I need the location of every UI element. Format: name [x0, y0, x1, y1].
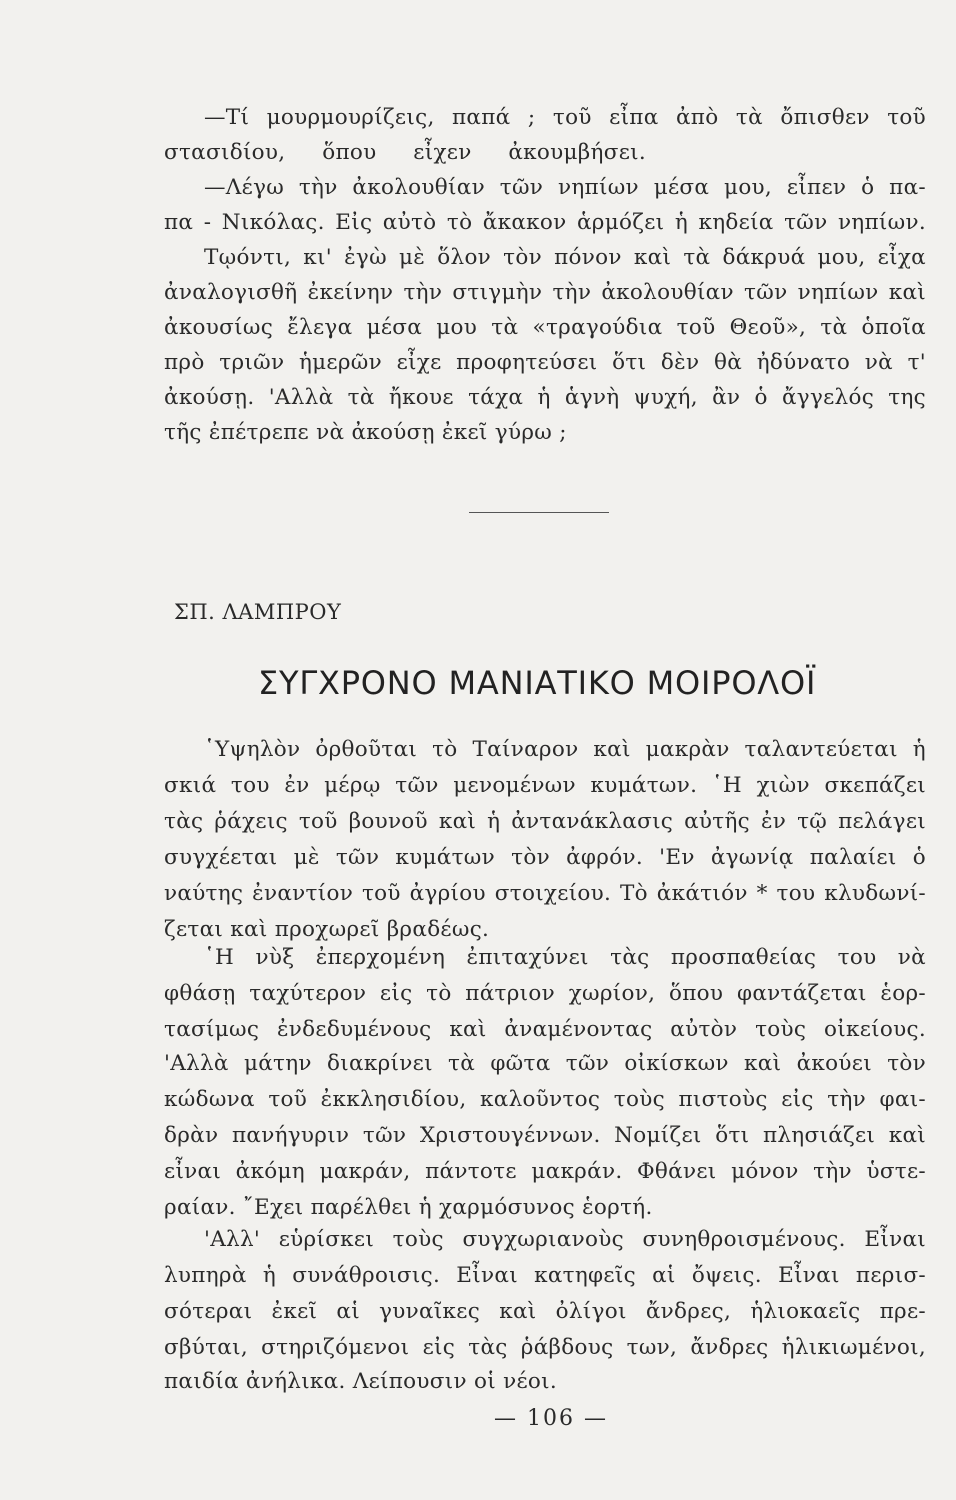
body-line-17: σότεραι ἐκεῖ αἱ γυναῖκες καὶ ὀλίγοι ἄνδρες, ἡλιοκαεῖς πρε- [164, 1299, 926, 1324]
top-line-3: —Λέγω τὴν ἀκολουθίαν τῶν νηπίων μέσα μου, εἶπεν ὁ πα- [204, 175, 926, 200]
body-line-16: λυπηρὰ ἡ συνάθροισις. Εἶναι κατηφεῖς αἱ ὄψεις. Εἶναι περισ- [164, 1263, 926, 1288]
body-line-5: ναύτης ἐναντίον τοῦ ἀγρίου στοιχείου. Τὸ ἀκάτιόν * του κλυδωνί- [164, 881, 926, 906]
body-line-13: εἶναι ἀκόμη μακράν, πάντοτε μακράν. Φθάνει μόνον τὴν ὑστε- [164, 1159, 926, 1184]
body-line-11: κώδωνα τοῦ ἐκκλησιδίου, καλοῦντος τοὺς πιστοὺς εἰς τὴν φαι- [164, 1087, 926, 1112]
body-line-8: φθάσῃ ταχύτερον εἰς τὸ πάτριον χωρίον, ὅπου φαντάζεται ἑορ- [164, 981, 926, 1006]
body-line-14: ραίαν. ῎Εχει παρέλθει ἡ χαρμόσυνος ἑορτή. [164, 1195, 653, 1220]
page-number: — 106 — [494, 1406, 608, 1431]
top-line-4: πα - Νικόλας. Εἰς αὐτὸ τὸ ἄκακον ἁρμόζει ἡ κηδεία τῶν νηπίων. [164, 210, 926, 235]
top-line-8: πρὸ τριῶν ἡμερῶν εἶχε προφητεύσει ὅτι δὲν θὰ ἠδύνατο νὰ τ' [164, 350, 926, 375]
top-line-10: τῆς ἐπέτρεπε νὰ ἀκούσῃ ἐκεῖ γύρω ; [164, 420, 567, 445]
top-line-7: ἀκουσίως ἔλεγα μέσα μου τὰ «τραγούδια τοῦ Θεοῦ», τὰ ὁποῖα [164, 315, 926, 340]
body-line-12: δρὰν πανήγυριν τῶν Χριστουγέννων. Νομίζει ὅτι πλησιάζει καὶ [164, 1123, 926, 1148]
body-line-1: ῾Υψηλὸν ὀρθοῦται τὸ Ταίναρον καὶ μακρὰν ταλαντεύεται ἡ [204, 737, 926, 762]
body-line-19: παιδία ἀνήλικα. Λείπουσιν οἱ νέοι. [164, 1369, 558, 1394]
body-line-18: σβύται, στηριζόμενοι εἰς τὰς ῥάβδους των, ἄνδρες ἡλικιωμένοι, [164, 1335, 926, 1360]
section-separator [469, 512, 609, 513]
top-line-2: στασιδίου, ὅπου εἶχεν ἀκουμβήσει. [164, 140, 646, 165]
top-line-6: ἀναλογισθῆ ἐκείνην τὴν στιγμὴν τὴν ἀκολουθίαν τῶν νηπίων καὶ [164, 280, 926, 305]
top-line-5: Τῳόντι, κι' ἐγὼ μὲ ὅλον τὸν πόνον καὶ τὰ δάκρυά μου, εἶχα [204, 245, 926, 270]
body-line-3: τὰς ῥάχεις τοῦ βουνοῦ καὶ ἡ ἀντανάκλασις αὐτῆς ἐν τῷ πελάγει [164, 809, 926, 834]
body-line-2: σκιά του ἐν μέρῳ τῶν μενομένων κυμάτων. ῾Η χιὼν σκεπάζει [164, 773, 926, 798]
top-line-1: —Τί μουρμουρίζεις, παπά ; τοῦ εἶπα ἀπὸ τὰ ὄπισθεν τοῦ [204, 105, 926, 130]
body-line-9: τασίμως ἐνδεδυμένους καὶ ἀναμένοντας αὐτὸν τοὺς οἰκείους. [164, 1017, 926, 1042]
author-name: ΣΠ. ΛΑΜΠΡΟΥ [174, 600, 342, 624]
document-page [164, 104, 926, 1484]
body-line-6: ζεται καὶ προχωρεῖ βραδέως. [164, 917, 490, 942]
body-line-10: 'Αλλὰ μάτην διακρίνει τὰ φῶτα τῶν οἰκίσκων καὶ ἀκούει τὸν [164, 1051, 926, 1076]
body-line-7: ῾Η νὺξ ἐπερχομένη ἐπιταχύνει τὰς προσπαθείας του νὰ [204, 945, 926, 970]
body-line-4: συγχέεται μὲ τῶν κυμάτων τὸν ἀφρόν. 'Εν ἀγωνίᾳ παλαίει ὁ [164, 845, 926, 870]
article-title: ΣΥΓΧΡΟΝΟ ΜΑΝΙΑΤΙΚΟ ΜΟΙΡΟΛΟΪ [258, 664, 817, 702]
top-line-9: ἀκούσῃ. 'Αλλὰ τὰ ἤκουε τάχα ἡ ἁγνὴ ψυχή, ἂν ὁ ἄγγελός της [164, 385, 926, 410]
body-line-15: 'Αλλ' εὑρίσκει τοὺς συγχωριανοὺς συνηθροισμένους. Εἶναι [204, 1227, 926, 1252]
